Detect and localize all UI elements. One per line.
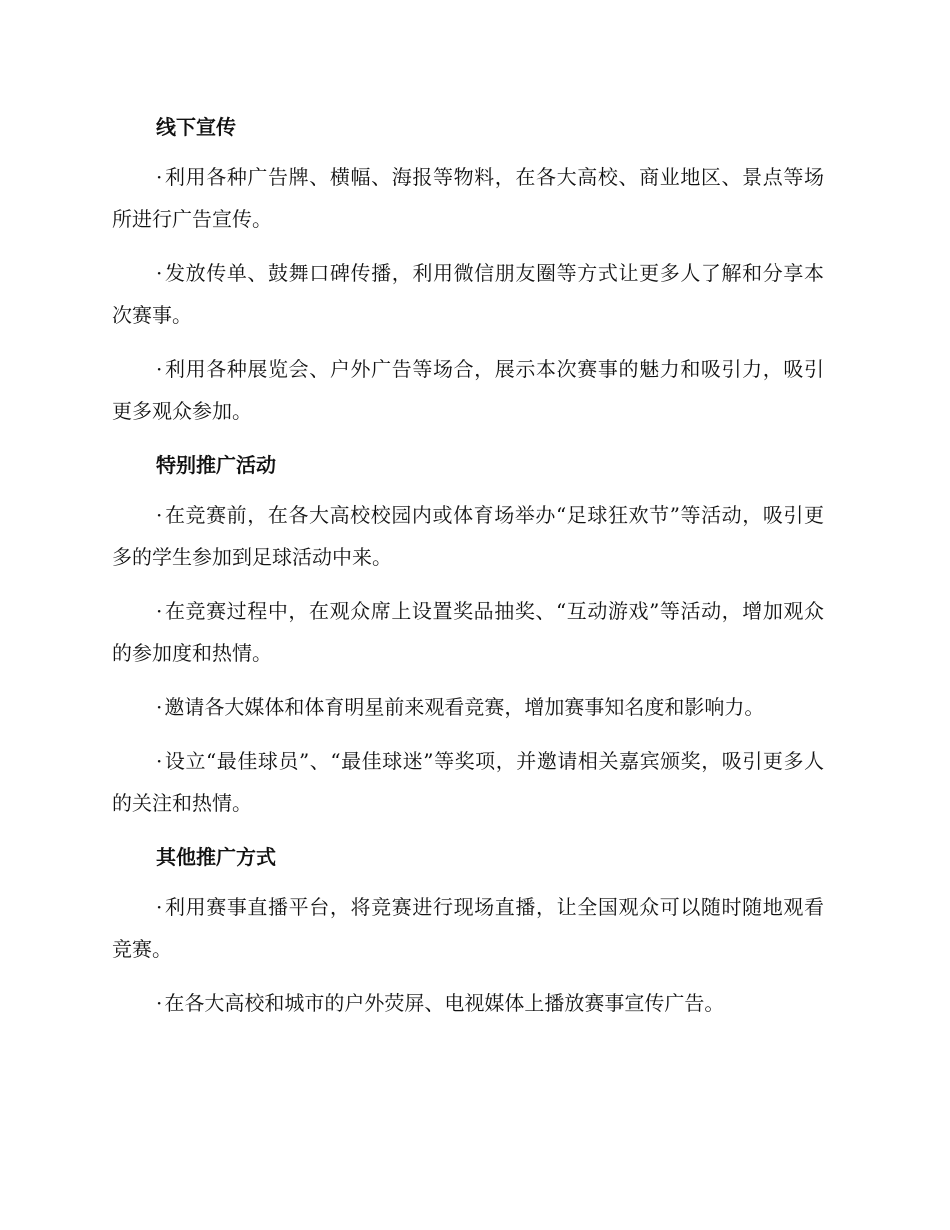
bullet-text: 利用赛事直播平台，将竞赛进行现场直播，让全国观众可以随时随地观看竞赛。 xyxy=(112,895,824,961)
bullet-text: 利用各种广告牌、横幅、海报等物料，在各大高校、商业地区、景点等场所进行广告宣传。 xyxy=(112,165,824,231)
bullet-text: 设立“最佳球员”、“最佳球迷”等奖项，并邀请相关嘉宾颁奖，吸引更多人的关注和热情。 xyxy=(112,749,824,815)
bullet-dot: · xyxy=(156,749,163,773)
section-other-promotion xyxy=(112,836,824,1024)
bullet-item xyxy=(112,252,824,336)
bullet-item xyxy=(112,686,824,728)
bullet-dot: · xyxy=(156,261,163,285)
bullet-item xyxy=(112,348,824,432)
bullet-dot: · xyxy=(156,165,163,189)
bullet-dot: · xyxy=(156,695,163,719)
bullet-text: 发放传单、鼓舞口碑传播，利用微信朋友圈等方式让更多人了解和分享本次赛事。 xyxy=(112,261,824,327)
section-offline-promotion xyxy=(112,106,824,432)
bullet-item xyxy=(112,156,824,240)
bullet-text: 在竞赛过程中，在观众席上设置奖品抽奖、“互动游戏”等活动，增加观众的参加度和热情。 xyxy=(112,599,824,665)
bullet-dot: · xyxy=(156,503,163,527)
bullet-dot: · xyxy=(156,357,163,381)
bullet-text: 在各大高校和城市的户外荧屏、电视媒体上播放赛事宣传广告。 xyxy=(164,991,725,1015)
section-heading: 线下宣传 xyxy=(156,115,236,139)
section-special-promotion xyxy=(112,444,824,824)
bullet-dot: · xyxy=(156,991,163,1015)
section-heading: 其他推广方式 xyxy=(156,845,276,869)
bullet-text: 利用各种展览会、户外广告等场合，展示本次赛事的魅力和吸引力，吸引更多观众参加。 xyxy=(112,357,824,423)
bullet-item xyxy=(112,590,824,674)
bullet-text: 在竞赛前，在各大高校校园内或体育场举办“足球狂欢节”等活动，吸引更多的学生参加到足球活动中来。 xyxy=(112,503,824,569)
bullet-dot: · xyxy=(156,599,163,623)
bullet-item xyxy=(112,740,824,824)
document-page xyxy=(112,106,824,1036)
bullet-item xyxy=(112,494,824,578)
bullet-dot: · xyxy=(156,895,163,919)
bullet-item xyxy=(112,982,824,1024)
bullet-item xyxy=(112,886,824,970)
bullet-text: 邀请各大媒体和体育明星前来观看竞赛，增加赛事知名度和影响力。 xyxy=(164,695,765,719)
section-heading: 特别推广活动 xyxy=(156,453,276,477)
